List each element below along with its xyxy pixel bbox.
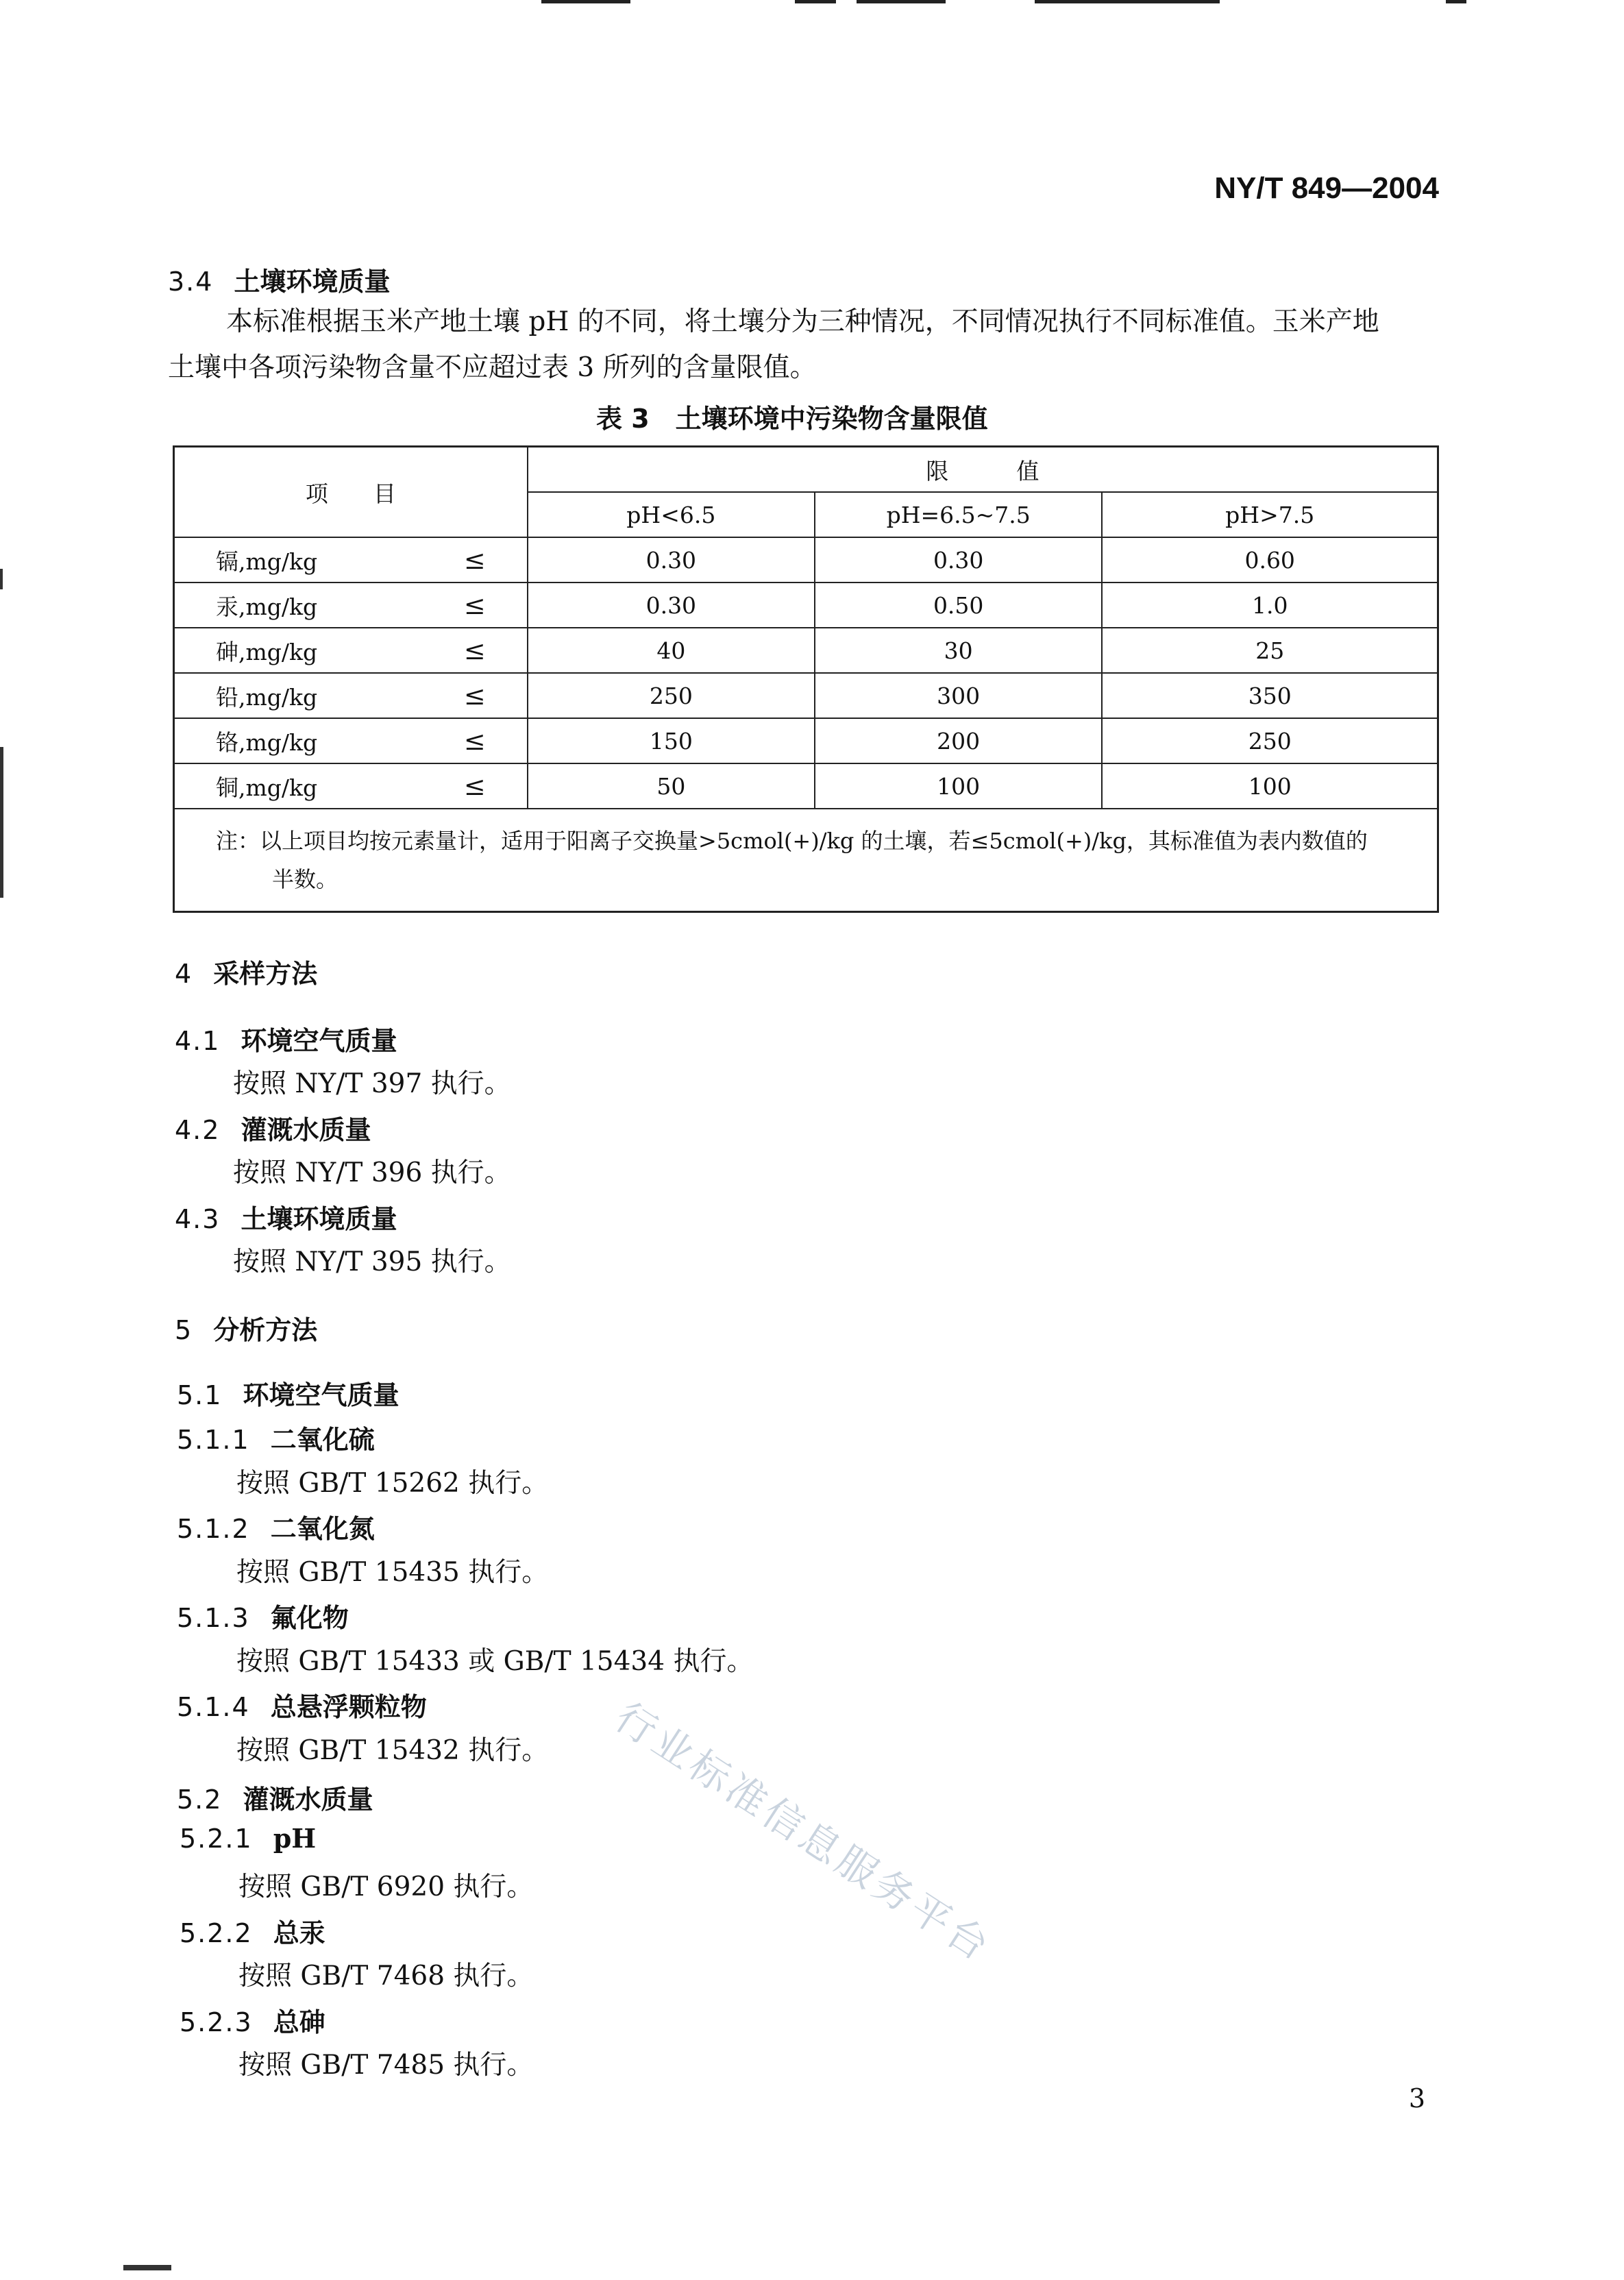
section-text: 按照 GB/T 15432 执行。 [236,1735,549,1766]
row-item-name: 汞,mg/kg [216,593,318,620]
table-row [174,537,1438,583]
section-text: 按照 GB/T 7468 执行。 [238,1961,534,1991]
table-row [174,763,1438,809]
section-title: pH [273,1823,317,1854]
table-cell: 0.30 [528,583,815,628]
section-number: 5.2.1 [180,1824,253,1854]
section-number: 5.1.1 [177,1425,250,1455]
section-title: 灌溉水质量 [243,1785,373,1815]
scan-edge-mark [123,2265,171,2270]
section-title: 环境空气质量 [241,1026,397,1056]
standard-number: NY/T 849—2004 [1214,171,1439,205]
section-text: 按照 GB/T 6920 执行。 [238,1872,534,1902]
header-limit: 限 值 [528,447,1438,493]
section-title: 总砷 [273,2007,325,2037]
section-title: 分析方法 [213,1315,318,1345]
scan-edge-mark [0,569,3,589]
section-text: 按照 GB/T 7485 执行。 [238,2050,534,2081]
section-number: 4.3 [175,1204,221,1234]
row-item-name: 砷,mg/kg [216,638,318,665]
table-row [174,583,1438,628]
section-5-2-1-heading [180,1823,316,1854]
section-title: 采样方法 [213,959,318,989]
table-cell: 0.30 [815,537,1102,583]
table-caption: 表 3 土壤环境中污染物含量限值 [596,404,988,434]
limits-table [173,445,1439,913]
row-item-name: 铜,mg/kg [216,774,318,801]
section-5-2-2-heading [180,1912,325,1950]
section-number: 5.1.4 [177,1692,250,1722]
table-cell: 250 [1102,718,1438,763]
section-number: 4.2 [175,1115,221,1145]
watermark: 行业标准信息服务平台 [606,1693,1000,1972]
paragraph-line: 土壤中各项污染物含量不应超过表 3 所列的含量限值。 [168,352,817,383]
scan-edge-mark [857,0,946,3]
row-item-name: 铅,mg/kg [216,683,318,711]
table-cell: 200 [815,718,1102,763]
section-text: 按照 GB/T 15435 执行。 [236,1557,549,1588]
section-title: 氟化物 [270,1603,349,1633]
table-row [174,718,1438,763]
table-cell: 1.0 [1102,583,1438,628]
note-line: 注：以上项目均按元素量计，适用于阳离子交换量>5cmol(+)/kg 的土壤，若≤5cmol(+)/kg，其标准值为表内数值的 [216,828,1368,854]
section-title: 总汞 [273,1918,325,1948]
section-number: 5.2.3 [180,2007,253,2037]
table-cell: 350 [1102,673,1438,718]
header-ph-low: pH<6.5 [528,492,815,537]
section-5-2-3-heading [180,2001,325,2039]
scan-edge-mark [0,747,3,898]
section-title: 土壤环境质量 [241,1204,397,1234]
header-ph-mid: pH=6.5~7.5 [815,492,1102,537]
row-item-name: 镉,mg/kg [216,548,318,575]
header-ph-high: pH>7.5 [1102,492,1438,537]
section-5-2-heading [177,1778,373,1816]
section-4-1-heading [175,1020,397,1057]
table-cell: 250 [528,673,815,718]
section-4-3-heading [175,1198,397,1236]
section-text: 按照 GB/T 15262 执行。 [236,1468,549,1499]
section-5-1-1-heading [177,1419,375,1456]
section-text: 按照 NY/T 395 执行。 [233,1247,511,1277]
section-4-heading [175,953,317,990]
section-number: 5.1.2 [177,1514,250,1544]
scan-edge-mark [541,0,630,3]
section-number: 5.2.2 [180,1918,253,1948]
scan-edge-mark [1035,0,1220,3]
le-symbol: ≤ [463,590,486,620]
section-title: 二氧化氮 [270,1514,375,1544]
table-cell: 300 [815,673,1102,718]
section-3-4-heading [168,260,390,298]
section-5-1-heading [177,1374,399,1412]
table-cell: 100 [1102,763,1438,809]
note-line: 半数。 [272,866,339,892]
table-row [174,628,1438,673]
section-number: 5.1 [177,1380,223,1410]
table-row [174,673,1438,718]
section-number: 4 [175,959,193,989]
scan-edge-mark [1446,0,1466,3]
section-title: 土壤环境质量 [234,267,391,297]
table-cell: 0.30 [528,537,815,583]
table-cell: 50 [528,763,815,809]
table-cell: 40 [528,628,815,673]
section-number: 3.4 [168,267,214,297]
section-title: 总悬浮颗粒物 [270,1692,427,1722]
section-title: 二氧化硫 [270,1425,375,1455]
section-5-1-2-heading [177,1508,375,1545]
section-text: 按照 GB/T 15433 或 GB/T 15434 执行。 [236,1646,754,1677]
section-number: 5.2 [177,1785,223,1815]
table-note [174,809,1438,912]
section-5-1-3-heading [177,1597,349,1634]
section-title: 灌溉水质量 [241,1115,371,1145]
le-symbol: ≤ [463,681,486,711]
table-cell: 100 [815,763,1102,809]
le-symbol: ≤ [463,771,486,801]
page-number: 3 [1408,2083,1425,2113]
section-4-2-heading [175,1109,371,1147]
paragraph-line: 本标准根据玉米产地土壤 pH 的不同，将土壤分为三种情况，不同情况执行不同标准值。玉米产地 [226,306,1379,337]
le-symbol: ≤ [463,726,486,756]
table-cell: 0.60 [1102,537,1438,583]
le-symbol: ≤ [463,545,486,575]
section-text: 按照 NY/T 397 执行。 [233,1068,511,1099]
le-symbol: ≤ [463,635,486,665]
section-5-heading [175,1309,317,1347]
section-title: 环境空气质量 [243,1380,399,1410]
scan-edge-mark [795,0,836,3]
section-number: 5 [175,1315,193,1345]
table-cell: 0.50 [815,583,1102,628]
section-text: 按照 NY/T 396 执行。 [233,1157,511,1188]
table-cell: 150 [528,718,815,763]
section-number: 5.1.3 [177,1603,250,1633]
header-item: 项 目 [174,447,528,538]
row-item-name: 铬,mg/kg [216,728,318,756]
section-5-1-4-heading [177,1686,427,1724]
table-cell: 30 [815,628,1102,673]
table-cell: 25 [1102,628,1438,673]
section-number: 4.1 [175,1026,221,1056]
